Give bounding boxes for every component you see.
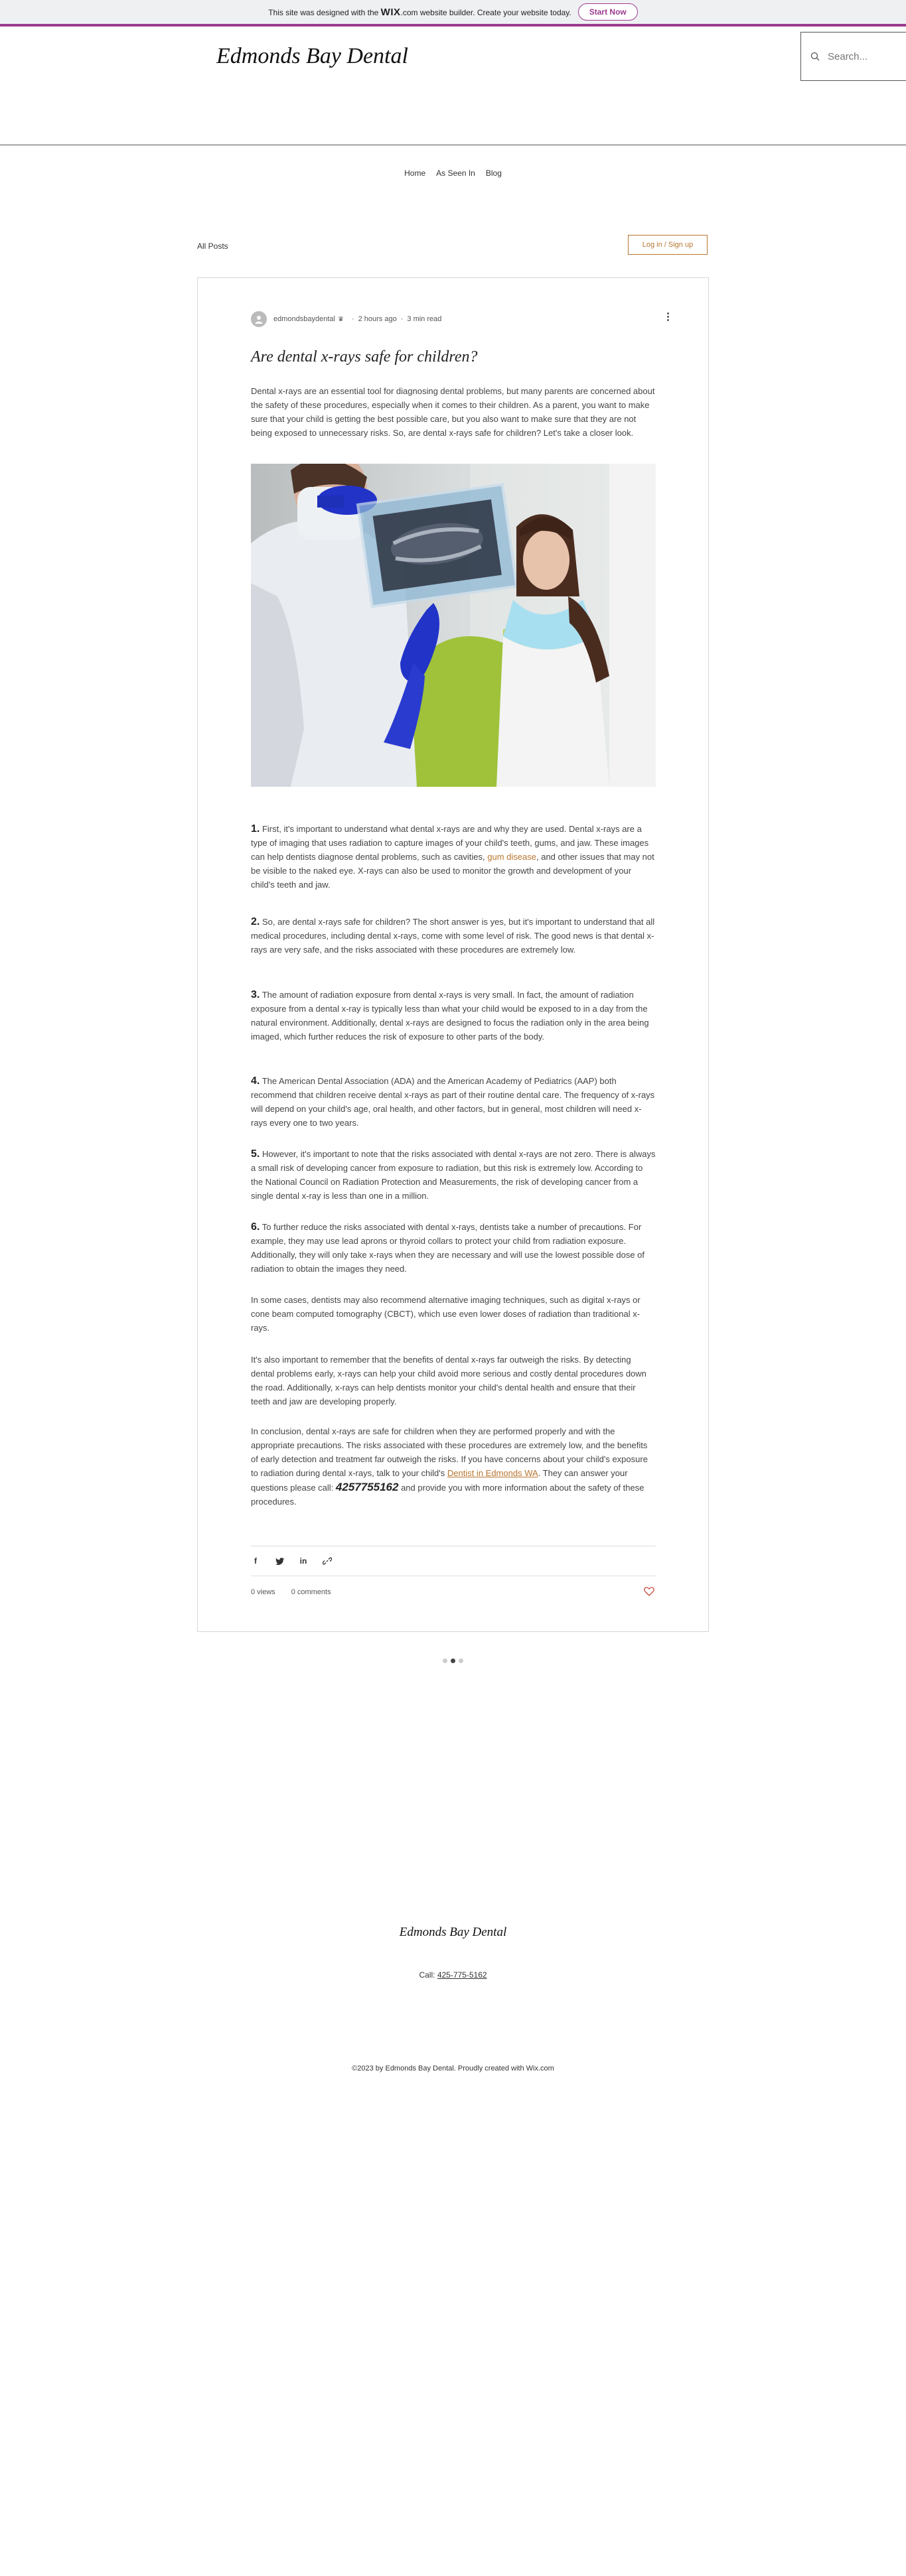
footer-phone-link[interactable]: 425-775-5162 bbox=[437, 1970, 487, 1980]
point-1 bbox=[251, 822, 656, 892]
link-icon[interactable] bbox=[323, 1556, 332, 1566]
pagination-dots bbox=[443, 1659, 463, 1663]
login-button[interactable]: Log in / Sign up bbox=[628, 235, 708, 255]
point-text: So, are dental x-rays safe for children? The short answer is yes, but it's important to understand that all medical procedures, including dental x-rays, come with some level of risk. The good news is that dental x-rays are very safe, and the risks associated with these procedures are extremely low. bbox=[251, 917, 655, 955]
post-title: Are dental x-rays safe for children? bbox=[251, 348, 478, 366]
post-meta bbox=[251, 311, 441, 327]
copyright-text: ©2023 by Edmonds Bay Dental. Proudly created with Wix.com bbox=[352, 2065, 554, 2072]
conclusion-text: and provide you with more information about the safety of these procedures. bbox=[251, 1483, 644, 1507]
point-text: The amount of radiation exposure from dental x-rays is very small. In fact, the amount of radiation exposure from a dental x-ray is typically less than what your child would be exposed to in a day from the natural environment. Additionally, dental x-rays are designed to focus the radiation only in the area being imaged, which further reduces the risk of exposure to other parts of the body. bbox=[251, 990, 649, 1042]
pagination-dot[interactable] bbox=[443, 1659, 447, 1663]
meta-separator: · bbox=[351, 315, 354, 323]
start-now-button[interactable]: Start Now bbox=[578, 3, 638, 21]
point-5 bbox=[251, 1147, 656, 1203]
wix-banner-prefix: This site was designed with the bbox=[268, 7, 379, 17]
post-intro: Dental x-rays are an essential tool for diagnosing dental problems, but many parents are concerned about the safety of these procedures, especially when it comes to their children. As a parent, you want to make sure that your child is getting the best possible care, but you also want to make sure that they are not being exposed to unnecessary risks. So, are dental x-rays safe for children? Let's take a closer look. bbox=[251, 386, 655, 438]
wix-banner-message bbox=[268, 7, 571, 18]
gum-disease-link[interactable]: gum disease bbox=[487, 852, 536, 862]
wix-logo: WIX bbox=[380, 6, 401, 18]
point-number: 2. bbox=[251, 916, 260, 927]
point-3 bbox=[251, 988, 656, 1044]
conclusion-text: In conclusion, dental x-rays are safe for children when they are performed properly and with the appropriate precautions. The risks associated with these procedures are extremely low, and the benefits of early detection and treatment far outweigh the risks. If you have concerns about your child's exposure to radiation during dental x-rays, talk to your child's bbox=[251, 1426, 648, 1478]
meta-separator: · bbox=[400, 315, 404, 323]
like-heart-icon[interactable] bbox=[644, 1586, 654, 1597]
nav-item-as-seen-in[interactable]: As Seen In bbox=[436, 169, 475, 178]
point-number: 5. bbox=[251, 1148, 260, 1160]
all-posts-link[interactable]: All Posts bbox=[197, 241, 228, 251]
point-6 bbox=[251, 1220, 656, 1276]
conclusion-paragraph bbox=[251, 1424, 656, 1509]
author-avatar[interactable] bbox=[251, 311, 267, 327]
share-bar bbox=[251, 1546, 656, 1576]
site-header bbox=[0, 27, 906, 145]
wix-banner bbox=[0, 0, 906, 27]
dentist-edmonds-link[interactable]: Dentist in Edmonds WA bbox=[447, 1468, 538, 1478]
point-text: To further reduce the risks associated with dental x-rays, dentists take a number of precautions. For example, they may use lead aprons or thyroid collars to protect your child from radiation exposure. Additionally, they will only take x-rays when they are necessary and will use the lowest possible dose of radiation to obtain the images they need. bbox=[251, 1222, 645, 1274]
footer-call bbox=[0, 1970, 906, 1980]
point-text: , and other issues that may not be visible to the naked eye. X-rays can also be used to monitor the growth and development of your child's teeth and jaw. bbox=[251, 852, 654, 890]
admin-crown-icon: ♛ bbox=[337, 315, 344, 323]
twitter-icon[interactable] bbox=[275, 1556, 284, 1566]
point-2 bbox=[251, 915, 656, 957]
conclusion-phone: 4257755162 bbox=[335, 1481, 399, 1493]
search-icon bbox=[810, 52, 820, 61]
user-icon bbox=[254, 314, 264, 324]
more-options-icon[interactable] bbox=[666, 312, 670, 321]
search-box[interactable] bbox=[800, 32, 906, 81]
benefits-paragraph: It's also important to remember that the benefits of dental x-rays far outweigh the risks. By detecting dental problems early, x-rays can help your child avoid more serious and costly dental procedures down the road. Additionally, x-rays can help dentists monitor your child's dental health and ensure that their teeth and jaw are developing properly. bbox=[251, 1355, 646, 1406]
post-card bbox=[197, 277, 709, 1632]
pagination-dot[interactable] bbox=[459, 1659, 463, 1663]
views-count: 0 views bbox=[251, 1588, 275, 1596]
point-number: 4. bbox=[251, 1075, 260, 1087]
point-number: 3. bbox=[251, 989, 260, 1000]
read-time: 3 min read bbox=[407, 315, 442, 323]
point-number: 1. bbox=[251, 823, 260, 835]
point-number: 6. bbox=[251, 1221, 260, 1233]
facebook-icon[interactable]: f bbox=[254, 1556, 257, 1566]
footer-call-label: Call: bbox=[419, 1970, 435, 1980]
alt-imaging-paragraph: In some cases, dentists may also recommend alternative imaging techniques, such as digital x-rays or cone beam computed tomography (CBCT), which use even lower doses of radiation than traditional x-rays. bbox=[251, 1295, 641, 1333]
author-name[interactable]: edmondsbaydental bbox=[273, 315, 335, 323]
site-logo[interactable]: Edmonds Bay Dental bbox=[216, 44, 408, 68]
main-nav bbox=[0, 169, 906, 178]
comments-count[interactable]: 0 comments bbox=[291, 1588, 331, 1596]
point-text: However, it's important to note that the risks associated with dental x-rays are not zero. There is always a small risk of developing cancer from exposure to radiation, but this risk is extremely low. According to the National Council on Radiation Protection and Measurements, the risk of developing cancer from a single dental x-ray is less than one in a million. bbox=[251, 1149, 656, 1201]
linkedin-icon[interactable]: in bbox=[299, 1556, 307, 1566]
point-text: First, it's important to understand what dental x-rays are and why they are used. Dental x-rays are a type of imaging that uses radiation to capture images of your child's teeth, gums, and jaw. These images can help dentists diagnose dental problems, such as cavities, bbox=[251, 824, 649, 862]
post-time: 2 hours ago bbox=[358, 315, 397, 323]
wix-banner-suffix: .com website builder. Create your website today. bbox=[400, 7, 571, 17]
nav-item-home[interactable]: Home bbox=[404, 169, 426, 178]
conclusion-text: . They can answer your questions please call: bbox=[251, 1468, 628, 1493]
point-text: The American Dental Association (ADA) and the American Academy of Pediatrics (AAP) both recommend that children receive dental x-rays as part of their routine dental care. The frequency of x-rays will depend on your child's age, oral health, and other factors, but in general, most children will need x-rays every one to two years. bbox=[251, 1076, 655, 1128]
point-4 bbox=[251, 1074, 656, 1130]
pagination-dot-active[interactable] bbox=[451, 1659, 455, 1663]
search-input[interactable] bbox=[826, 50, 902, 63]
post-stats bbox=[251, 1588, 331, 1596]
footer-logo: Edmonds Bay Dental bbox=[399, 1925, 507, 1939]
dentist-xray-photo bbox=[251, 464, 656, 787]
nav-item-blog[interactable]: Blog bbox=[485, 169, 502, 178]
